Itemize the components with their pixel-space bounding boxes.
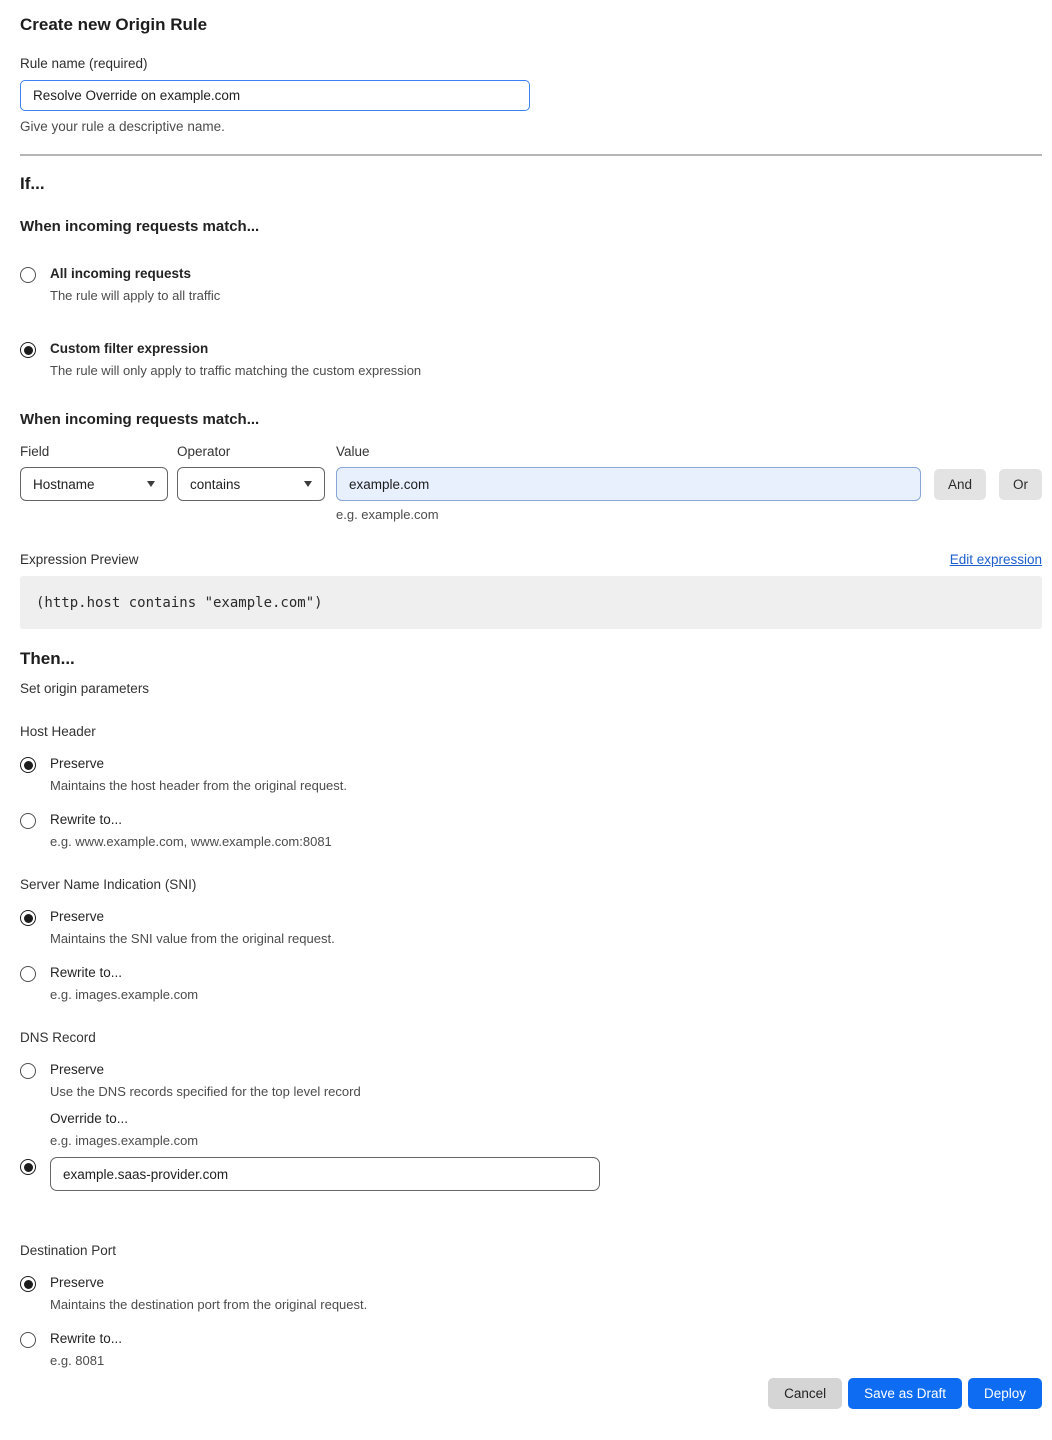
radio-all-incoming-requests[interactable] bbox=[20, 267, 36, 283]
radio-custom-filter-expression[interactable] bbox=[20, 342, 36, 358]
rule-name-input[interactable] bbox=[20, 80, 530, 111]
option-label: Preserve bbox=[50, 756, 105, 771]
radio-host-header-preserve[interactable] bbox=[20, 757, 36, 773]
footer-actions bbox=[20, 1378, 1042, 1409]
expression-preview-label: Expression Preview bbox=[20, 552, 139, 567]
edit-expression-link[interactable]: Edit expression bbox=[949, 552, 1042, 567]
option-label: Preserve bbox=[50, 1062, 105, 1077]
option-label: Preserve bbox=[50, 909, 105, 924]
option-description: The rule will only apply to traffic matching the custom expression bbox=[50, 363, 422, 378]
if-heading: If... bbox=[20, 174, 45, 193]
option-port-preserve[interactable] bbox=[20, 1274, 1042, 1313]
radio-port-preserve[interactable] bbox=[20, 1276, 36, 1292]
option-label: Preserve bbox=[50, 1275, 105, 1290]
option-label: Rewrite to... bbox=[50, 1331, 123, 1346]
option-label: Override to... bbox=[50, 1111, 129, 1126]
chevron-down-icon bbox=[147, 481, 155, 487]
field-select-value: Hostname bbox=[33, 476, 95, 492]
option-dns-override[interactable] bbox=[20, 1110, 1042, 1191]
if-subheading: When incoming requests match... bbox=[20, 218, 260, 235]
option-dns-preserve[interactable] bbox=[20, 1061, 1042, 1100]
option-sni-rewrite[interactable] bbox=[20, 964, 1042, 1003]
operator-select[interactable] bbox=[177, 467, 325, 501]
builder-labels-row bbox=[20, 444, 1042, 459]
value-input[interactable] bbox=[336, 467, 921, 501]
host-header-label: Host Header bbox=[20, 724, 96, 739]
dns-override-input[interactable] bbox=[50, 1157, 600, 1191]
then-subheading: Set origin parameters bbox=[20, 681, 150, 696]
expression-preview-row bbox=[20, 552, 1042, 567]
or-button[interactable]: Or bbox=[999, 469, 1042, 500]
value-label: Value bbox=[336, 444, 370, 459]
option-label: Rewrite to... bbox=[50, 965, 123, 980]
option-description: Maintains the destination port from the original request. bbox=[50, 1297, 368, 1312]
option-label: All incoming requests bbox=[50, 266, 192, 281]
option-description: Maintains the SNI value from the original request. bbox=[50, 931, 335, 946]
page-title: Create new Origin Rule bbox=[20, 15, 208, 34]
radio-host-header-rewrite[interactable] bbox=[20, 813, 36, 829]
option-description: e.g. images.example.com bbox=[50, 1133, 199, 1148]
destination-port-label: Destination Port bbox=[20, 1243, 117, 1258]
option-description: e.g. 8081 bbox=[50, 1353, 105, 1368]
option-port-rewrite[interactable] bbox=[20, 1330, 1042, 1369]
radio-port-rewrite[interactable] bbox=[20, 1332, 36, 1348]
operator-select-value: contains bbox=[190, 476, 241, 492]
option-description: Use the DNS records specified for the top level record bbox=[50, 1084, 361, 1099]
chevron-down-icon bbox=[304, 481, 312, 487]
option-sni-preserve[interactable] bbox=[20, 908, 1042, 947]
save-as-draft-button[interactable]: Save as Draft bbox=[848, 1378, 962, 1409]
radio-dns-preserve[interactable] bbox=[20, 1063, 36, 1079]
option-label: Rewrite to... bbox=[50, 812, 123, 827]
option-label: Custom filter expression bbox=[50, 341, 209, 356]
value-help: e.g. example.com bbox=[336, 507, 439, 522]
expression-preview-box bbox=[20, 576, 1042, 629]
option-description: Maintains the host header from the original request. bbox=[50, 778, 348, 793]
option-description: e.g. www.example.com, www.example.com:8081 bbox=[50, 834, 332, 849]
then-heading: Then... bbox=[20, 649, 75, 668]
radio-dns-override[interactable] bbox=[20, 1159, 36, 1175]
option-description: The rule will apply to all traffic bbox=[50, 288, 221, 303]
and-button[interactable]: And bbox=[934, 469, 986, 500]
field-select[interactable] bbox=[20, 467, 168, 501]
rule-name-help: Give your rule a descriptive name. bbox=[20, 119, 225, 134]
builder-heading: When incoming requests match... bbox=[20, 411, 260, 428]
option-description: e.g. images.example.com bbox=[50, 987, 199, 1002]
rule-name-label: Rule name (required) bbox=[20, 56, 148, 71]
expression-text: (http.host contains "example.com") bbox=[36, 594, 323, 611]
field-label: Field bbox=[20, 444, 50, 459]
option-custom-filter-expression[interactable] bbox=[20, 340, 1042, 379]
operator-label: Operator bbox=[177, 444, 231, 459]
builder-controls-row bbox=[20, 467, 1042, 501]
option-host-header-preserve[interactable] bbox=[20, 755, 1042, 794]
dns-record-label: DNS Record bbox=[20, 1030, 96, 1045]
section-divider bbox=[20, 154, 1042, 156]
cancel-button[interactable]: Cancel bbox=[768, 1378, 842, 1409]
radio-sni-rewrite[interactable] bbox=[20, 966, 36, 982]
option-host-header-rewrite[interactable] bbox=[20, 811, 1042, 850]
deploy-button[interactable]: Deploy bbox=[968, 1378, 1042, 1409]
option-all-incoming-requests[interactable] bbox=[20, 265, 1042, 304]
radio-sni-preserve[interactable] bbox=[20, 910, 36, 926]
sni-label: Server Name Indication (SNI) bbox=[20, 877, 197, 892]
